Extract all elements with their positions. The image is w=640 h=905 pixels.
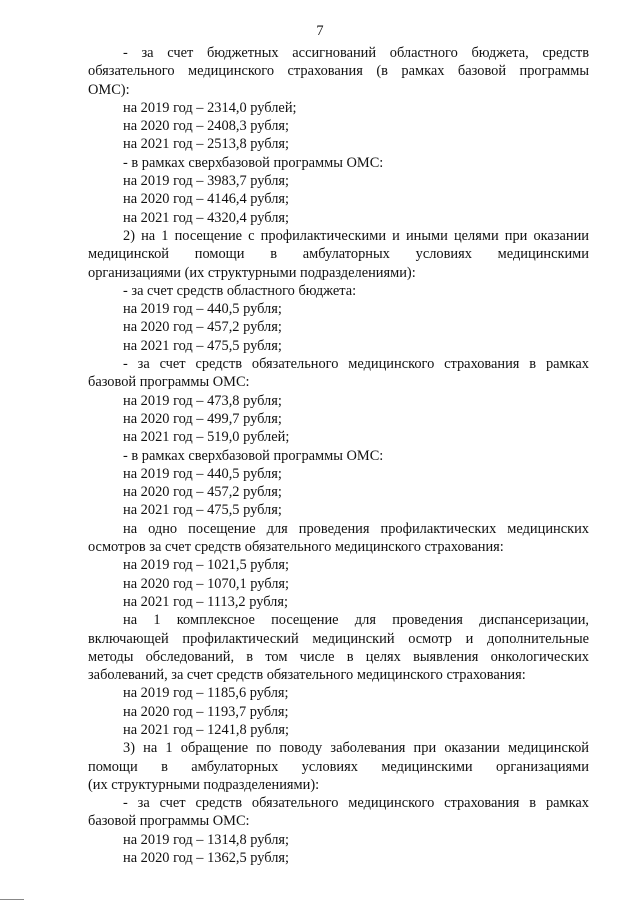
text-line: на 2019 год – 440,5 рубля; [123, 465, 282, 482]
text-line: на 2021 год – 475,5 рубля; [123, 337, 282, 354]
text-line: - за счет средств областного бюджета: [123, 282, 357, 299]
text-line: на 2020 год – 457,2 рубля; [123, 484, 282, 501]
text-line: (их структурными подразделениями): [88, 776, 320, 793]
text-line: организациями (их структурными подразделениями): [88, 264, 416, 281]
text-line: заболеваний, за счет средств обязательного медицинского страхования: [88, 667, 526, 684]
text-line: на 2020 год – 1070,1 рубля; [123, 575, 290, 592]
text-line: - в рамках сверхбазовой программы ОМС: [123, 447, 384, 464]
text-line: помощи в амбулаторных условиях медицинскими организациями [88, 758, 589, 775]
text-line: на одно посещение для проведения профилактических медицинских [123, 520, 589, 537]
scan-corner-mark [0, 899, 24, 900]
text-line: 3) на 1 обращение по поводу заболевания при оказании медицинской [123, 740, 589, 757]
text-line: на 2021 год – 2513,8 рубля; [123, 136, 290, 153]
text-line: методы обследований, в том числе в целях выявления онкологических [88, 648, 589, 665]
text-line: на 2021 год – 1113,2 рубля; [123, 593, 288, 610]
text-line: - за счет бюджетных ассигнований областного бюджета, средств [123, 45, 589, 61]
page-number: 7 [316, 23, 324, 39]
text-line: на 2020 год – 457,2 рубля; [123, 319, 282, 336]
text-line: на 2019 год – 3983,7 рубля; [123, 173, 290, 190]
text-line: на 2021 год – 1241,8 рубля; [123, 721, 290, 738]
document-body [88, 44, 589, 867]
text-line: на 2020 год – 4146,4 рубля; [123, 191, 290, 208]
text-line: на 2020 год – 2408,3 рубля; [123, 118, 290, 135]
text-line: на 2021 год – 475,5 рубля; [123, 502, 282, 519]
text-line: на 2020 год – 1193,7 рубля; [123, 703, 289, 720]
text-line: на 1 комплексное посещение для проведения диспансеризации, [123, 612, 589, 629]
text-line: обязательного медицинского страхования (в рамках базовой программы [88, 63, 589, 80]
text-line: на 2021 год – 4320,4 рубля; [123, 209, 290, 226]
text-line: на 2019 год – 440,5 рубля; [123, 301, 282, 318]
text-line: - в рамках сверхбазовой программы ОМС: [123, 154, 384, 171]
text-line: базовой программы ОМС: [88, 374, 250, 391]
text-line: 2) на 1 посещение с профилактическими и иными целями при оказании [123, 227, 589, 244]
text-line: - за счет средств обязательного медицинского страхования в рамках [123, 356, 589, 373]
text-line: на 2019 год – 1021,5 рубля; [123, 557, 290, 574]
text-line: на 2020 год – 1362,5 рубля; [123, 850, 290, 867]
text-line: включающей профилактический медицинский осмотр и дополнительные [88, 630, 589, 647]
text-line: ОМС): [88, 81, 130, 98]
text-line: - за счет средств обязательного медицинского страхования в рамках [123, 795, 589, 812]
text-line: на 2019 год – 1314,8 рубля; [123, 831, 290, 848]
text-line: медицинской помощи в амбулаторных условиях медицинскими [88, 246, 589, 263]
text-line: на 2020 год – 499,7 рубля; [123, 410, 282, 427]
text-line: на 2021 год – 519,0 рублей; [123, 429, 290, 446]
text-line: на 2019 год – 2314,0 рублей; [123, 99, 297, 116]
text-line: базовой программы ОМС: [88, 813, 250, 830]
text-line: на 2019 год – 1185,6 рубля; [123, 685, 289, 702]
text-line: на 2019 год – 473,8 рубля; [123, 392, 282, 409]
text-line: осмотров за счет средств обязательного медицинского страхования: [88, 539, 504, 556]
